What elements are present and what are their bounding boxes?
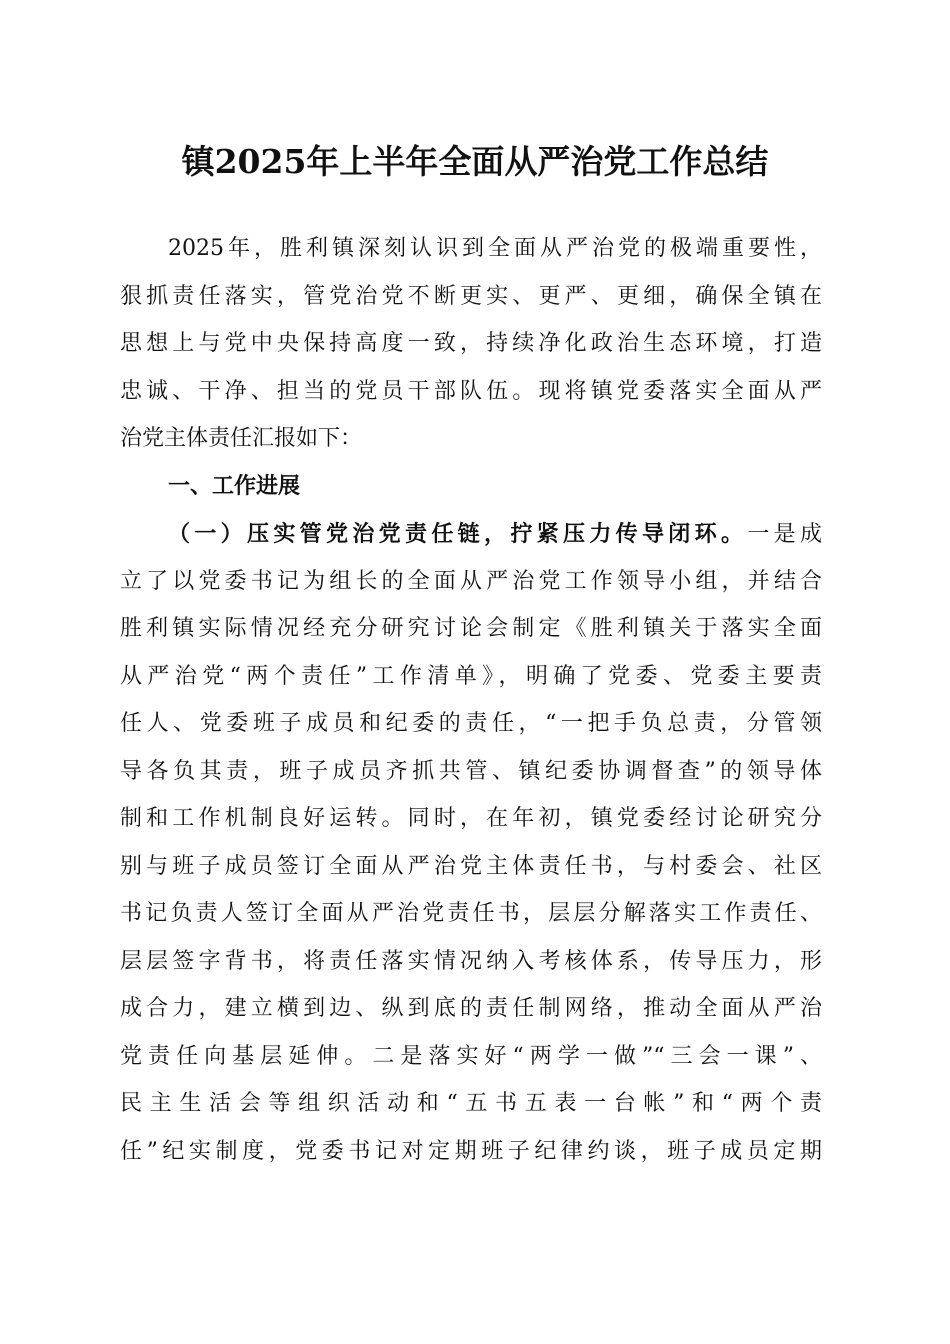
intro-line: 狠抓责任落实，管党治党不断更实、更严、更细，确保全镇在 (120, 284, 822, 309)
body-line: 任人、党委班子成员和纪委的责任，“一把手负总责，分管领 (120, 711, 822, 736)
subsection-title: （一）压实管党治党责任链，拧紧压力传导闭环。 (168, 521, 748, 547)
body-line: 胜利镇实际情况经充分研究讨论会制定《胜利镇关于落实全面 (120, 616, 822, 641)
intro-line: 思想上与党中央保持高度一致，持续净化政治生态环境，打造 (120, 331, 822, 356)
intro-line: 治党主体责任汇报如下： (120, 426, 363, 451)
body-line: 立了以党委书记为组长的全面从严治党工作领导小组，并结合 (120, 569, 822, 594)
body-line: 党责任向基层延伸。二是落实好“两学一做”“三会一课”、 (120, 1044, 822, 1069)
subsection-first-line (168, 510, 822, 558)
body-line: 民主生活会等组织活动和“五书五表一台帐”和“两个责 (120, 1091, 822, 1116)
body-line: 制和工作机制良好运转。同时，在年初，镇党委经讨论研究分 (120, 806, 822, 831)
body-line-start: 一是成 (747, 522, 822, 547)
body-line: 从严治党“两个责任”工作清单》，明确了党委、党委主要责 (120, 664, 822, 689)
intro-line: 2025年，胜利镇深刻认识到全面从严治党的极端重要性， (168, 236, 822, 261)
body-line: 导各负其责，班子成员齐抓共管、镇纪委协调督查”的领导体 (120, 759, 822, 784)
section-heading: 一、工作进展 (168, 474, 301, 499)
body-line: 成合力，建立横到边、纵到底的责任制网络，推动全面从严治 (120, 996, 822, 1021)
document-title: 镇2025年上半年全面从严治党工作总结 (181, 142, 769, 181)
body-line: 书记负责人签订全面从严治党责任书，层层分解落实工作责任、 (120, 901, 822, 926)
body-line: 任”纪实制度，党委书记对定期班子纪律约谈，班子成员定期 (120, 1139, 822, 1164)
body-line: 层层签字背书，将责任落实情况纳入考核体系，传导压力，形 (120, 949, 822, 974)
body-line: 别与班子成员签订全面从严治党主体责任书，与村委会、社区 (120, 854, 822, 879)
intro-line: 忠诚、干净、担当的党员干部队伍。现将镇党委落实全面从严 (120, 379, 822, 404)
